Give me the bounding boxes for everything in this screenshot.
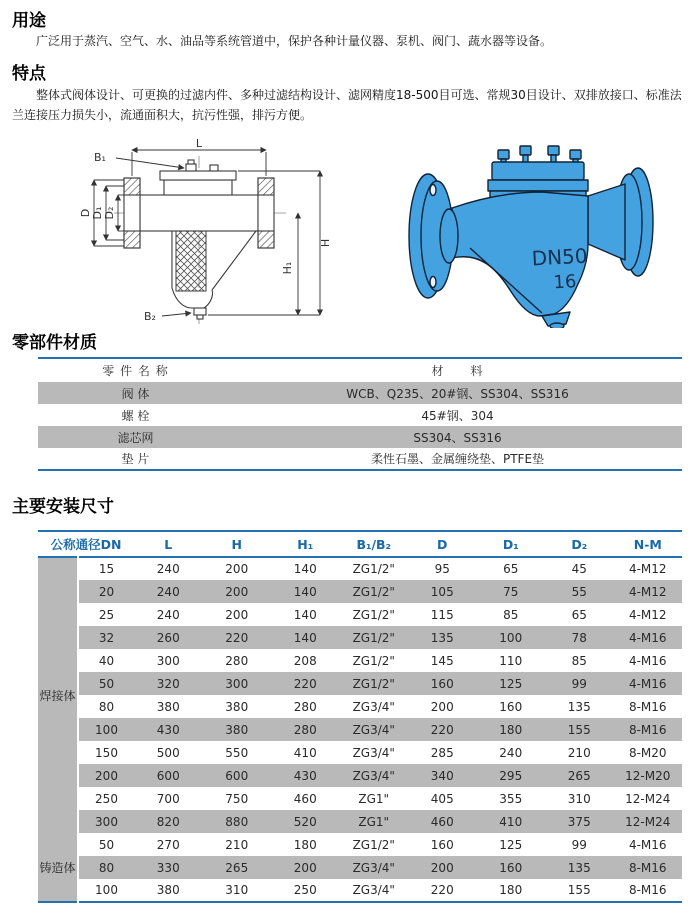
dimension-cell: 410 <box>293 745 317 760</box>
dimension-cell: 105 <box>430 584 454 599</box>
dimension-cell: 285 <box>430 745 454 760</box>
dimension-cell: 8-M16 <box>628 860 667 875</box>
dimension-cell: 160 <box>430 837 454 852</box>
dimension-cell: 99 <box>571 837 587 852</box>
dimension-cell: 880 <box>225 814 249 829</box>
materials-header-part: 零 件 名 称 <box>102 364 169 378</box>
dimension-cell: ZG1/2" <box>352 607 395 622</box>
dimension-row <box>38 649 682 672</box>
dimension-cell: ZG1/2" <box>352 653 395 668</box>
dimension-cell: 200 <box>293 860 317 875</box>
part-name-cell: 垫 片 <box>121 452 150 466</box>
dimension-cell: 270 <box>156 837 180 852</box>
dimension-cell: 520 <box>293 814 317 829</box>
dimension-cell: 4-M16 <box>628 837 667 852</box>
dimension-cell: 220 <box>430 722 454 737</box>
dimension-row <box>38 603 682 626</box>
dimension-cell: 20 <box>98 584 115 599</box>
dimensions-table-body <box>38 557 682 902</box>
dimension-cell: 460 <box>430 814 454 829</box>
dimension-cell: 8-M20 <box>628 745 667 760</box>
dimension-cell: 140 <box>293 584 317 599</box>
dimension-cell: ZG3/4" <box>352 699 395 714</box>
dimension-row <box>38 557 682 580</box>
dimension-cell: 78 <box>571 630 587 645</box>
dimension-cell: 12-M20 <box>625 768 671 783</box>
dimension-cell: 180 <box>499 722 523 737</box>
part-name-cell: 螺 栓 <box>121 408 150 423</box>
materials-row <box>38 382 682 404</box>
dimension-cell: 600 <box>225 768 249 783</box>
dimension-cell: 200 <box>225 562 249 576</box>
dimension-row <box>38 764 682 787</box>
right-pipe <box>588 184 625 260</box>
filter-mesh <box>176 231 206 291</box>
dimension-cell: 380 <box>156 883 180 897</box>
dimension-row <box>38 672 682 695</box>
dimension-cell: 300 <box>225 676 249 691</box>
dimension-cell: 80 <box>98 699 115 714</box>
dimension-cell: 4-M16 <box>628 676 667 691</box>
dimension-cell: 250 <box>95 791 118 806</box>
dimension-cell: 280 <box>225 653 249 668</box>
material-cell: 柔性石墨、金属缠绕垫、PTFE垫 <box>370 452 545 466</box>
dimension-cell: 55 <box>571 584 587 599</box>
dimension-cell: ZG3/4" <box>352 768 395 783</box>
dimension-cell: 280 <box>293 699 317 714</box>
materials-table-body <box>38 382 682 470</box>
dimension-cell: 85 <box>503 607 519 622</box>
dn-marking-line1: DN50 <box>531 243 589 271</box>
dimension-cell: ZG1/2" <box>352 562 395 576</box>
dimension-cell: 265 <box>225 860 249 875</box>
dimension-cell: 8-M16 <box>628 883 667 897</box>
dimension-cell: 200 <box>430 860 454 875</box>
dimension-row <box>38 695 682 718</box>
dimension-cell: 550 <box>225 745 249 760</box>
dimension-row <box>38 580 682 603</box>
dimension-cell: 100 <box>95 883 118 897</box>
dimension-cell: 50 <box>98 676 115 691</box>
dimension-cell: 32 <box>98 630 115 645</box>
dimension-cell: ZG3/4" <box>352 883 395 897</box>
materials-row <box>38 404 682 426</box>
dimension-cell: 220 <box>225 630 249 645</box>
dimensions-header-cell: N-M <box>633 536 662 552</box>
dimension-cell: 750 <box>225 791 249 806</box>
dimension-cell: 125 <box>499 676 523 691</box>
valve-illustration <box>392 140 672 328</box>
dn-marking-line2: 16 <box>552 271 577 294</box>
dimension-cell: 50 <box>98 837 115 852</box>
dimension-cell: 430 <box>293 768 317 783</box>
material-cell: SS304、SS316 <box>413 430 502 445</box>
dimension-cell: 260 <box>156 630 180 645</box>
part-name-cell: 阀 体 <box>121 386 150 401</box>
dimension-cell: 500 <box>156 745 180 760</box>
dimension-cell: 4-M12 <box>628 562 667 576</box>
dimension-cell: 380 <box>225 722 249 737</box>
dimensions-header-cell: H <box>231 536 242 552</box>
dimension-cell: 340 <box>430 768 454 783</box>
label-D2: D₂ <box>103 206 116 220</box>
dimension-row <box>38 833 682 856</box>
material-cell: 45#钢、304 <box>421 408 494 423</box>
label-L: L <box>195 138 203 150</box>
dimension-cell: ZG3/4" <box>352 745 395 760</box>
dimension-cell: 160 <box>499 860 523 875</box>
dimension-cell: ZG1/2" <box>352 630 395 645</box>
features-text: 整体式阀体设计、可更换的过滤内件、多种过滤结构设计、滤网精度18-500目可选、常规30目设计、双排放接口、标准法兰连接压力损失小，流通面积大，抗污性强，排污方便。 <box>12 88 682 122</box>
dimension-cell: 155 <box>567 883 591 897</box>
features-heading: 特点 <box>12 64 46 84</box>
dimension-cell: 200 <box>430 699 454 714</box>
usage-heading: 用途 <box>12 11 46 31</box>
dimension-cell: 310 <box>225 883 249 897</box>
dimension-cell: 700 <box>156 791 180 806</box>
dimension-cell: 250 <box>293 883 317 897</box>
dimension-cell: 320 <box>156 676 180 691</box>
dimension-cell: 240 <box>156 607 180 622</box>
dimension-cell: 380 <box>225 699 249 714</box>
dimension-cell: 140 <box>293 607 317 622</box>
dimension-cell: 200 <box>225 607 249 622</box>
materials-row <box>38 448 682 470</box>
dimension-cell: 240 <box>156 562 180 576</box>
dimensions-header-cell: D₁ <box>502 536 519 552</box>
dimension-cell: 8-M16 <box>628 722 667 737</box>
dimension-row <box>38 718 682 741</box>
dimension-cell: 375 <box>567 814 591 829</box>
dimension-cell: 12-M24 <box>625 791 671 806</box>
dimension-cell: 12-M24 <box>625 814 671 829</box>
dimension-cell: 160 <box>499 699 523 714</box>
dimension-cell: 100 <box>499 630 523 645</box>
dimension-cell: 310 <box>567 791 591 806</box>
dimension-cell: 280 <box>293 722 317 737</box>
label-B2: B₂ <box>144 310 156 323</box>
dimension-cell: 330 <box>156 860 180 875</box>
dimension-cell: 40 <box>98 653 115 668</box>
label-H1: H₁ <box>281 261 294 275</box>
dimension-cell: 15 <box>98 562 115 576</box>
dimension-cell: 600 <box>156 768 180 783</box>
dimension-cell: 820 <box>156 814 180 829</box>
label-B1: B₁ <box>94 151 106 164</box>
dimension-cell: 380 <box>156 699 180 714</box>
dimension-cell: ZG3/4" <box>352 860 395 875</box>
dimension-cell: 410 <box>499 814 523 829</box>
dimension-cell: 115 <box>430 607 454 622</box>
dimensions-header-cell: L <box>164 536 173 552</box>
dimension-cell: 8-M16 <box>628 699 667 714</box>
dimension-cell: ZG1" <box>358 791 390 806</box>
dimension-cell: 180 <box>499 883 523 897</box>
dimension-cell: 95 <box>434 562 450 576</box>
dimension-cell: 460 <box>293 791 317 806</box>
dimension-cell: ZG1/2" <box>352 584 395 599</box>
dimension-cell: 355 <box>499 791 523 806</box>
dimension-cell: 210 <box>225 837 249 852</box>
dimension-cell: 220 <box>430 883 454 897</box>
dimension-cell: 180 <box>293 837 317 852</box>
dimensions-header-dn: 公称通径DN <box>50 537 122 552</box>
materials-header-material: 材 料 <box>431 364 484 378</box>
material-cell: WCB、Q235、20#钢、SS304、SS316 <box>346 386 569 401</box>
dimension-cell: ZG1/2" <box>352 837 395 852</box>
dimension-row <box>38 787 682 810</box>
label-D1: D₁ <box>91 206 104 220</box>
dimension-cell: 405 <box>430 791 454 806</box>
dimension-cell: 155 <box>567 722 591 737</box>
dimension-row <box>38 856 682 879</box>
left-flange <box>409 174 458 298</box>
dimension-cell: 140 <box>293 562 317 576</box>
dimension-cell: 4-M16 <box>628 630 667 645</box>
usage-text: 广泛用于蒸汽、空气、水、油品等系统管道中，保护各种计量仪器、泵机、阀门、蔬水器等设备。 <box>36 34 553 48</box>
dimension-cell: 300 <box>95 814 118 829</box>
dimensions-header-row <box>38 531 682 557</box>
dimension-cell: 99 <box>571 676 587 691</box>
materials-table <box>38 357 682 471</box>
dimension-cell: 295 <box>499 768 523 783</box>
dimension-cell: 45 <box>571 562 587 576</box>
dimension-row <box>38 879 682 902</box>
dimension-cell: 220 <box>293 676 317 691</box>
dimension-cell: 240 <box>156 584 180 599</box>
dimensions-table <box>38 530 682 903</box>
dimension-cell: 430 <box>156 722 180 737</box>
dimension-cell: 160 <box>430 676 454 691</box>
dimension-cell: 65 <box>503 562 519 576</box>
body-type-group-cell: 铸造体 <box>38 833 78 902</box>
dimension-cell: 125 <box>499 837 523 852</box>
dimension-row <box>38 741 682 764</box>
dimension-cell: 85 <box>571 653 587 668</box>
dimension-cell: 240 <box>499 745 523 760</box>
dimension-cell: 135 <box>567 860 591 875</box>
dimension-cell: 65 <box>571 607 587 622</box>
body-type-group-cell: 焊接体 <box>38 557 78 833</box>
dimension-cell: 300 <box>156 653 180 668</box>
dimension-row <box>38 810 682 833</box>
dimension-cell: 140 <box>293 630 317 645</box>
dimension-cell: 25 <box>98 607 115 622</box>
dimension-cell: 4-M16 <box>628 653 667 668</box>
dimension-drawing <box>58 138 358 326</box>
dimension-cell: ZG1" <box>358 814 390 829</box>
dimension-cell: 75 <box>503 584 519 599</box>
dimension-cell: 145 <box>430 653 454 668</box>
dimension-row <box>38 626 682 649</box>
dimension-cell: 135 <box>567 699 591 714</box>
dimension-cell: 4-M12 <box>628 584 667 599</box>
dimension-cell: 135 <box>430 630 454 645</box>
dimension-cell: ZG1/2" <box>352 676 395 691</box>
dimension-cell: ZG3/4" <box>352 722 395 737</box>
dimensions-header-cell: B₁/B₂ <box>356 536 392 552</box>
dimension-cell: 110 <box>499 653 523 668</box>
materials-header-row <box>38 358 682 382</box>
dimensions-heading: 主要安装尺寸 <box>12 497 114 517</box>
dimension-cell: 200 <box>225 584 249 599</box>
dimension-cell: 200 <box>95 768 118 783</box>
label-D: D <box>79 208 92 218</box>
dimension-cell: 100 <box>95 722 118 737</box>
label-H: H <box>319 238 332 248</box>
dimension-cell: 4-M12 <box>628 607 667 622</box>
materials-row <box>38 426 682 448</box>
dimension-cell: 265 <box>567 768 591 783</box>
dimension-cell: 80 <box>98 860 115 875</box>
dimension-cell: 150 <box>95 745 118 760</box>
dimension-cell: 208 <box>293 653 317 668</box>
dimensions-header-cell: H₁ <box>297 536 314 552</box>
materials-heading: 零部件材质 <box>12 333 97 353</box>
part-name-cell: 滤芯网 <box>117 430 154 445</box>
dimensions-header-cell: D₂ <box>571 536 588 552</box>
dimensions-header-cell: D <box>437 536 448 552</box>
dimension-cell: 210 <box>567 745 591 760</box>
